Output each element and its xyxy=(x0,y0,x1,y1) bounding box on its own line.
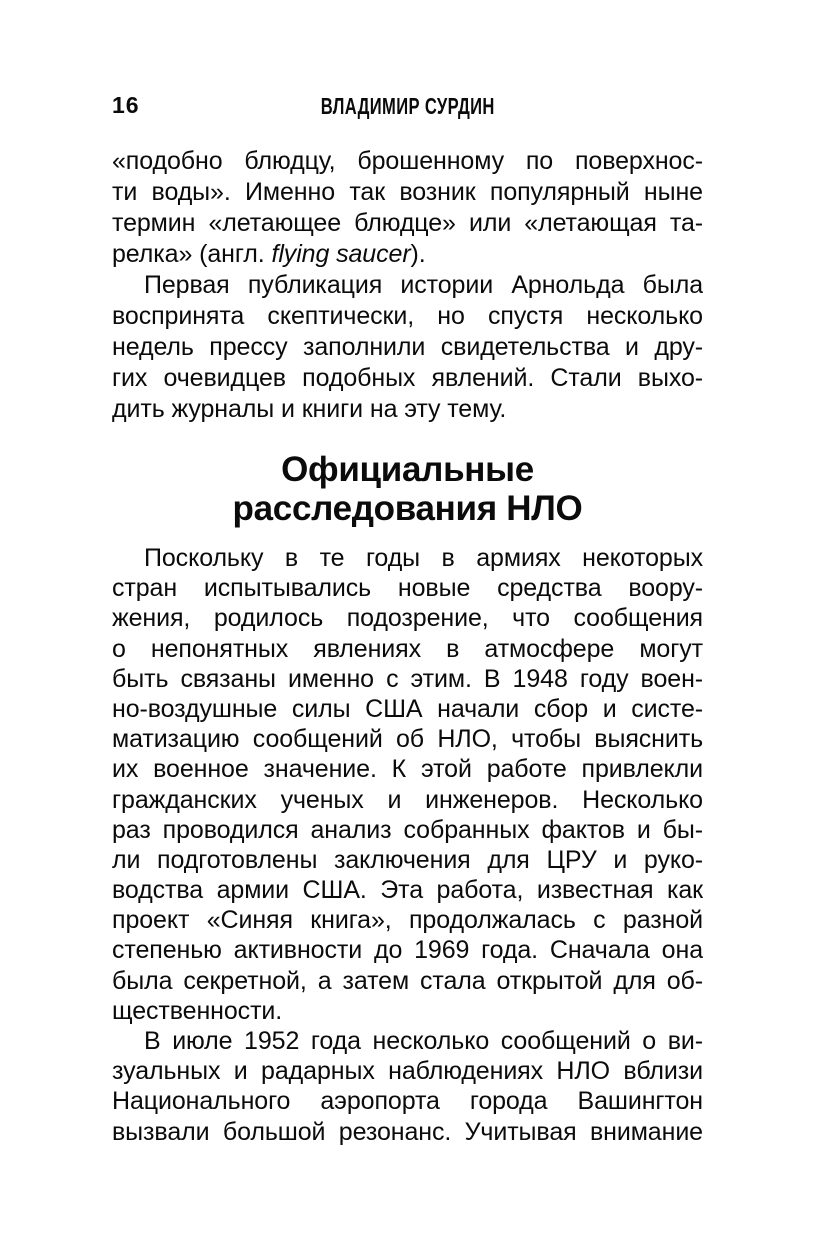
text-segment: раз проводился анализ собранных фактов и бы- xyxy=(112,815,703,844)
text-line xyxy=(112,664,703,694)
text-line xyxy=(112,996,703,1026)
text-segment: вызвали большой резонанс. Учитывая внимание xyxy=(112,1117,703,1146)
text-segment: их военное значение. К этой работе привлекли xyxy=(112,755,703,784)
text-line xyxy=(112,724,703,754)
text-segment: щественности. xyxy=(112,996,283,1025)
text-segment: гражданских ученых и инженеров. Несколько xyxy=(112,785,703,814)
paragraph xyxy=(112,270,703,425)
text-line xyxy=(112,905,703,935)
paragraph xyxy=(112,146,703,270)
text-block-top xyxy=(112,146,703,425)
text-segment: ти воды». Именно так возник популярный ныне xyxy=(112,178,703,206)
text-segment: проект «Синяя книга», продолжалась с разной xyxy=(112,906,703,935)
text-segment: дить журналы и книги на эту тему. xyxy=(112,395,507,423)
text-line xyxy=(112,603,703,633)
section-heading xyxy=(0,450,815,528)
text-line xyxy=(112,177,703,208)
text-line xyxy=(112,845,703,875)
text-segment: недель прессу заполнили свидетельства и дру- xyxy=(112,333,703,361)
text-segment: Поскольку в те годы в армиях некоторых xyxy=(144,544,703,572)
text-line xyxy=(112,1086,703,1116)
running-header xyxy=(0,93,815,119)
text-segment: зуальных и радарных наблюдениях НЛО вблизи xyxy=(112,1057,703,1086)
text-line xyxy=(112,332,703,363)
text-segment: гих очевидцев подобных явлений. Стали выхо- xyxy=(112,364,703,392)
text-segment: матизацию сообщений об НЛО, чтобы выяснить xyxy=(112,725,703,754)
text-line xyxy=(112,543,703,573)
text-line xyxy=(112,785,703,815)
text-segment: «подобно блюдцу, брошенному по поверхнос- xyxy=(112,147,703,175)
text-line xyxy=(112,301,703,332)
text-line xyxy=(112,815,703,845)
text-segment: воспринята скептически, но спустя несколько xyxy=(112,302,703,330)
text-segment: ли подготовлены заключения для ЦРУ и руко- xyxy=(112,845,703,874)
paragraph xyxy=(112,543,703,1026)
text-line xyxy=(112,208,703,239)
text-segment: жения, родилось подозрение, что сообщения xyxy=(112,604,703,633)
text-line xyxy=(112,875,703,905)
text-line xyxy=(112,146,703,177)
text-segment: была секретной, а затем стала открытой для об- xyxy=(112,966,703,995)
text-line xyxy=(112,1056,703,1086)
text-segment: Первая публикация истории Арнольда была xyxy=(144,271,703,299)
page-number: 16 xyxy=(112,92,140,118)
text-line xyxy=(112,239,703,270)
text-line xyxy=(112,694,703,724)
text-segment: водства армии США. Эта работа, известная как xyxy=(112,876,703,905)
text-line xyxy=(112,935,703,965)
text-segment: быть связаны именно с этим. В 1948 году воен- xyxy=(112,664,703,693)
running-header-title: ВЛАДИМИР СУРДИН xyxy=(320,93,495,119)
italic-text: flying saucer xyxy=(271,240,411,268)
text-line xyxy=(112,573,703,603)
text-line xyxy=(112,394,703,425)
text-segment: степенью активности до 1969 года. Сначала она xyxy=(112,936,703,965)
text-line xyxy=(112,634,703,664)
text-segment: ). xyxy=(410,240,426,268)
text-segment: В июле 1952 года несколько сообщений о ви- xyxy=(144,1027,703,1055)
text-block-bottom xyxy=(112,543,703,1147)
text-segment: термин «летающее блюдце» или «летающая та- xyxy=(112,209,703,237)
text-segment: релка» (англ. xyxy=(112,240,272,268)
text-line xyxy=(112,363,703,394)
text-segment: стран испытывались новые средства воору- xyxy=(112,574,703,603)
paragraph xyxy=(112,1026,703,1147)
text-segment: о непонятных явлениях в атмосфере могут xyxy=(112,634,703,663)
section-heading-line-1: Официальные xyxy=(281,450,534,489)
section-heading-line-2: расследования НЛО xyxy=(232,489,583,528)
text-segment: но-воздушные силы США начали сбор и систе- xyxy=(112,694,703,723)
text-line xyxy=(112,754,703,784)
text-line xyxy=(112,966,703,996)
text-line xyxy=(112,1117,703,1147)
text-line xyxy=(112,270,703,301)
text-segment: Национального аэропорта города Вашингтон xyxy=(112,1087,703,1116)
text-line xyxy=(112,1026,703,1056)
